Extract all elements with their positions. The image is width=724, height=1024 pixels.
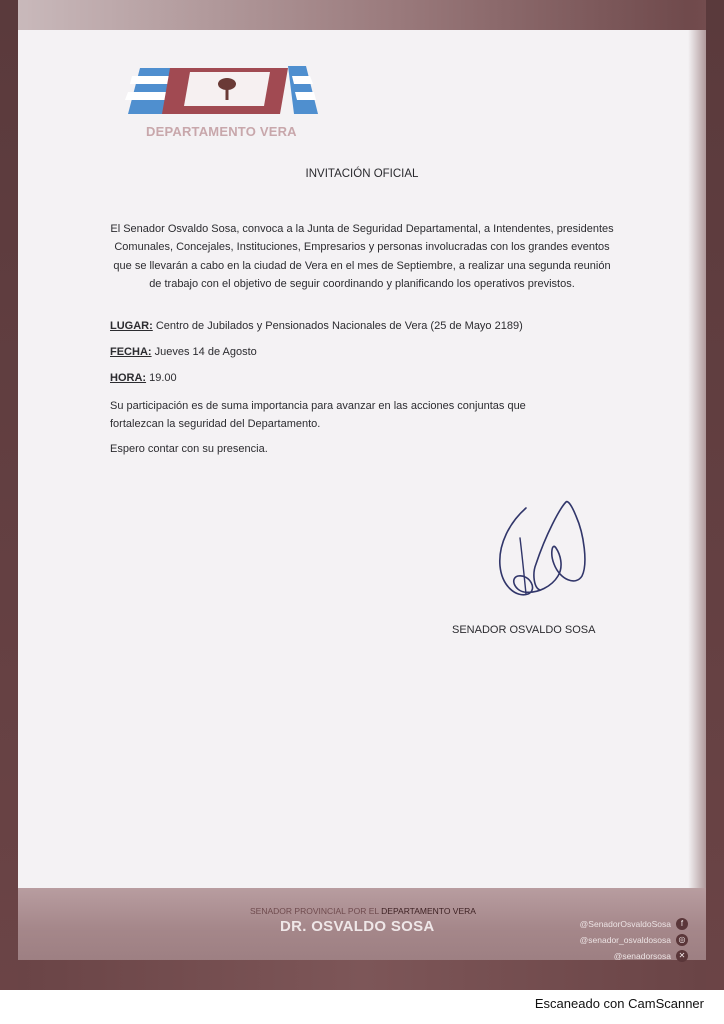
footer-subtitle-prefix: SENADOR PROVINCIAL POR EL — [250, 906, 379, 916]
instagram-icon: ◎ — [676, 934, 688, 946]
x-icon: ✕ — [676, 950, 688, 962]
footer-subtitle-highlight: DEPARTAMENTO VERA — [381, 906, 476, 916]
intro-paragraph: El Senador Osvaldo Sosa, convoca a la Junta de Seguridad Departamental, a Intendentes, presidentes Comunales, Concejales, Instituciones, Empresarios y personas involucradas con los grandes eventos que se llevarán a cabo en la ciudad de Vera en el mes de Septiembre, a realizar una segunda reunión de trabajo con el objetivo de seguir coordinando y planificando los operativos previstos. — [110, 223, 614, 290]
fecha-field — [110, 346, 257, 358]
footer-band-dark — [18, 960, 706, 990]
department-logo — [110, 62, 320, 122]
footer-subtitle — [250, 906, 476, 916]
sheet-shadow-edge — [688, 0, 706, 990]
signer-name: SENADOR OSVALDO SOSA — [452, 624, 596, 636]
social-instagram — [580, 934, 688, 946]
letter-sheet — [18, 0, 706, 990]
social-x — [614, 950, 688, 962]
hora-field — [110, 372, 177, 384]
lugar-field — [110, 320, 523, 332]
handwritten-signature — [480, 494, 590, 610]
footer-senator-name: DR. OSVALDO SOSA — [280, 918, 435, 935]
facebook-handle: @SenadorOsvaldoSosa — [579, 919, 671, 929]
document-title: INVITACIÓN OFICIAL — [305, 168, 419, 180]
lugar-value: Centro de Jubilados y Pensionados Nacionales de Vera (25 de Mayo 2189) — [155, 320, 523, 332]
instagram-handle: @senador_osvaldososa — [579, 935, 671, 945]
sheet-top-band — [18, 0, 706, 30]
importance-paragraph: Su participación es de suma importancia para avanzar en las acciones conjuntas que fortalezcan la seguridad del Departamento. — [110, 400, 526, 430]
x-handle: @senadorsosa — [613, 951, 671, 961]
fecha-label: FECHA: — [110, 346, 152, 358]
facebook-icon: f — [676, 918, 688, 930]
fecha-value: Jueves 14 de Agosto — [154, 346, 257, 358]
closing-paragraph: Espero contar con su presencia. — [110, 443, 268, 455]
lugar-label: LUGAR: — [110, 320, 153, 332]
hora-label: HORA: — [110, 372, 147, 384]
camscanner-watermark: Escaneado con CamScanner — [534, 996, 704, 1011]
department-caption: DEPARTAMENTO VERA — [146, 124, 297, 139]
hora-value: 19.00 — [149, 372, 177, 384]
social-facebook — [580, 918, 688, 930]
